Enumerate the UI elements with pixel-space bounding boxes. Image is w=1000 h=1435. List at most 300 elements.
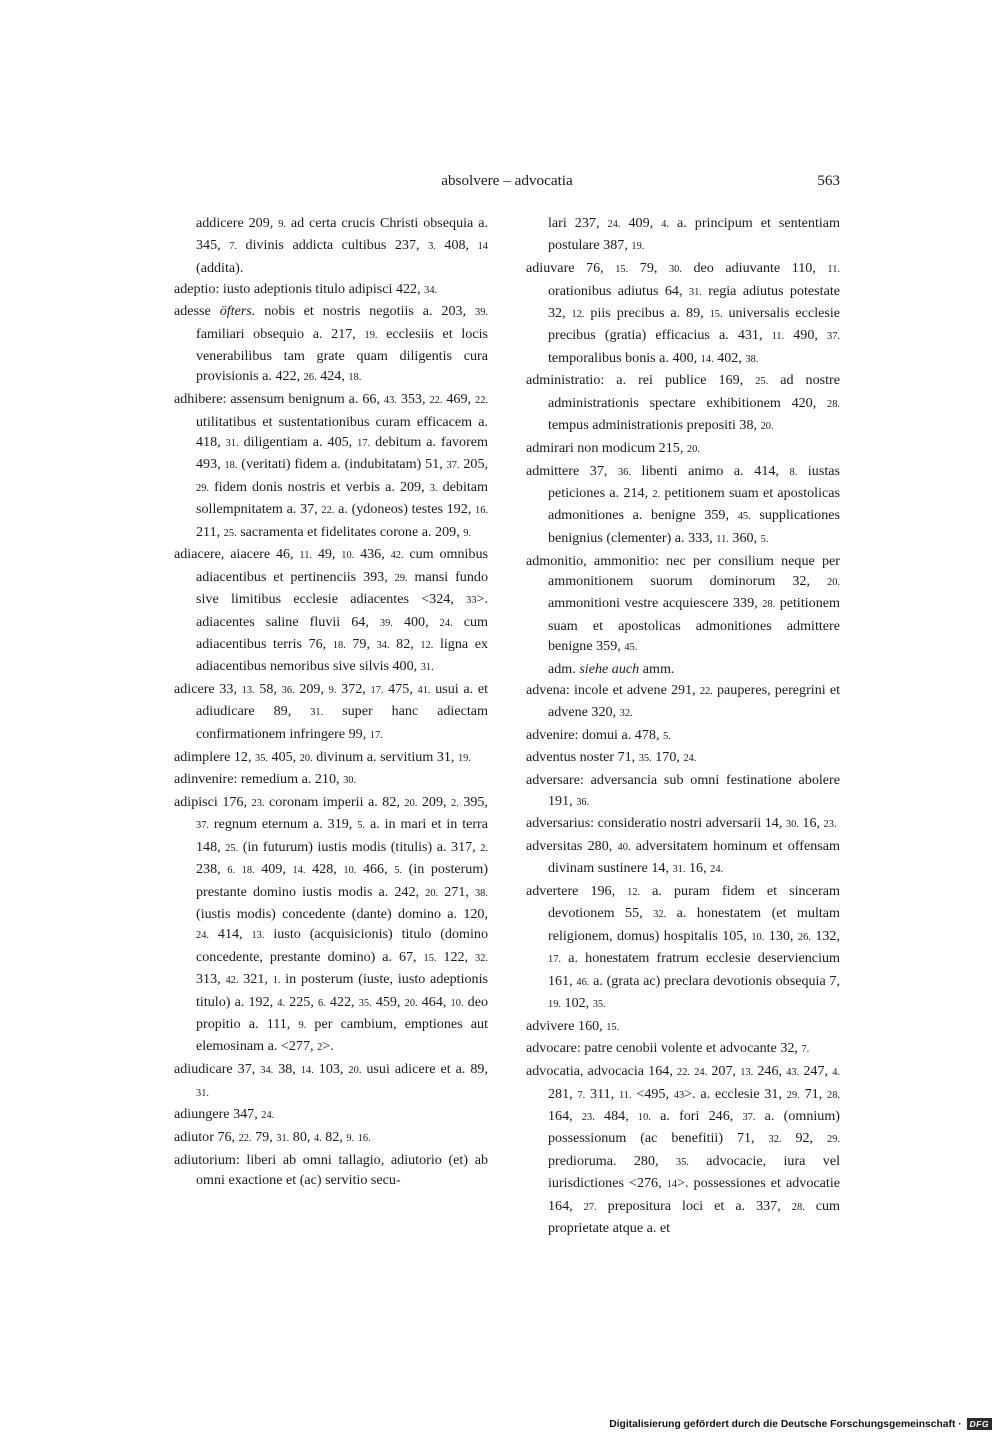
line-reference: 22. — [677, 1067, 691, 1079]
line-reference: 16. — [357, 1132, 371, 1144]
line-reference: 11. — [299, 550, 313, 562]
entry-text: adventus noster 71, — [526, 749, 639, 766]
line-reference: 31. — [420, 662, 434, 674]
line-reference: 28. — [827, 398, 840, 410]
line-reference: 4. — [661, 219, 669, 230]
line-reference: 31. — [672, 864, 686, 876]
entry-text: 79, — [628, 260, 669, 277]
entry-text: 395, — [458, 793, 489, 810]
line-reference: 24. — [710, 864, 724, 876]
line-reference: 37. — [196, 820, 209, 832]
entry-text: <495, — [631, 1085, 674, 1102]
line-reference: 35. — [675, 1156, 689, 1168]
entry-text: temporalibus bonis a. 400, — [548, 349, 701, 366]
entry-text: usui a. et adiudicare 89, — [196, 681, 489, 720]
entry-text: divinis addicta cultibus 237, — [237, 237, 429, 254]
line-reference: 32. — [619, 708, 633, 720]
entry-text: divinum a. servitium 31, — [312, 748, 458, 765]
line-reference: 10. — [751, 931, 765, 943]
line-reference: 33 — [466, 595, 477, 607]
dfg-logo: DFG — [967, 1418, 992, 1430]
line-reference: 37. — [827, 331, 840, 343]
index-entry — [526, 770, 840, 813]
entry-text: advenire: domui a. 478, — [526, 726, 663, 743]
line-reference: 35. — [358, 997, 372, 1009]
line-reference: 17. — [357, 437, 371, 449]
line-reference: 5. — [663, 730, 671, 742]
footer-text: Digitalisierung gefördert durch die Deutsche Forschungsgemeinschaft — [609, 1419, 956, 1430]
line-reference: 27. — [583, 1201, 597, 1213]
entry-text: adversitatem hominum et offensam divinam sustinere 14, — [548, 837, 840, 877]
entry-text: ad nostre administrationis spectare exhibitionem 420, — [548, 372, 840, 411]
entry-text: super hanc adiectam confirmationem infringere 99, — [196, 703, 488, 742]
entry-text: a. in mari et in terra 148, — [196, 816, 489, 855]
entry-text: adiutorium: liberi ab omni tallagio, adiutorio (et) ab omni exactione et (ac) servitio secu- — [174, 1151, 488, 1189]
line-reference: 46. — [576, 976, 590, 988]
line-reference: 10. — [637, 1112, 651, 1123]
entry-text: 130, — [764, 927, 798, 944]
line-reference: 36. — [617, 466, 631, 478]
line-reference: 10. — [450, 997, 464, 1009]
line-reference: 14. — [292, 865, 306, 877]
line-reference: 5. — [760, 533, 769, 545]
entry-text: (in futurum) iustis modis (titulis) a. 317, — [238, 838, 481, 855]
line-reference: 15. — [423, 952, 437, 964]
line-reference: 19. — [364, 329, 378, 341]
line-reference: 29. — [786, 1089, 800, 1101]
line-reference: 42. — [390, 550, 404, 562]
index-entry — [174, 792, 488, 1059]
page-number: 563 — [817, 172, 840, 189]
index-entry — [174, 1127, 488, 1149]
entry-text: a. puram fidem et sinceram devotionem 55, — [548, 883, 840, 922]
entry-text: a. (omnium) possessionum (ac benefitii) 71, — [548, 1108, 840, 1147]
line-reference: 7. — [229, 241, 237, 253]
line-reference: 34. — [260, 1065, 274, 1077]
entry-text: orationibus adiutus 64, — [548, 282, 689, 299]
line-reference: 14 — [477, 241, 488, 253]
index-entry — [174, 213, 488, 278]
index-entry — [526, 836, 840, 881]
line-reference: 45. — [737, 511, 751, 523]
line-reference: 15. — [615, 264, 629, 276]
line-reference: 38. — [474, 887, 488, 899]
line-reference: 25. — [225, 842, 239, 854]
line-reference: 30. — [343, 775, 357, 787]
entry-text: admittere 37, — [526, 462, 618, 479]
line-reference: 37. — [742, 1112, 756, 1123]
line-reference: 30. — [785, 819, 799, 831]
line-reference: 28. — [791, 1201, 805, 1213]
line-reference: 2. — [451, 797, 459, 809]
entry-text: adiacere, aiacere 46, — [174, 546, 300, 563]
line-reference: 39. — [379, 617, 393, 629]
line-reference: 22. — [321, 505, 335, 517]
line-reference: 20. — [404, 997, 418, 1009]
entry-text: 80, — [289, 1128, 314, 1145]
entry-text: 405, — [268, 748, 300, 765]
entry-text: adversarius: consideratio nostri adversarii 14, — [526, 815, 786, 832]
line-reference: 24. — [439, 617, 453, 629]
line-reference: 28. — [827, 1089, 840, 1101]
entry-text: adhibere: assensum benignum a. 66, — [174, 391, 384, 408]
line-reference: 20. — [760, 421, 774, 433]
entry-text: 205, — [459, 456, 489, 473]
entry-text: adm. — [548, 660, 580, 677]
entry-text: siehe auch — [579, 660, 640, 677]
index-entry — [526, 1016, 840, 1038]
entry-text: a. fori 246, — [650, 1108, 743, 1124]
entry-text: adimplere 12, — [174, 748, 256, 765]
line-reference: 13. — [251, 930, 265, 942]
line-reference: 20. — [299, 752, 313, 764]
entry-text: (iustis modis) concedente (dante) domino a. 120, — [196, 905, 488, 922]
entry-text: 428, — [305, 861, 344, 878]
line-reference: 4. — [277, 997, 286, 1009]
line-reference: 2 — [317, 1042, 323, 1054]
entry-text: 414, — [209, 926, 252, 943]
entry-text: 225, — [285, 993, 318, 1010]
entry-text: 408, — [435, 237, 478, 254]
index-entry — [174, 1059, 488, 1104]
line-reference: 20. — [827, 576, 840, 588]
line-reference: 11. — [771, 331, 785, 343]
line-reference: 14. — [300, 1065, 314, 1077]
line-reference: 24. — [683, 753, 697, 765]
entry-text: addicere 209, — [196, 215, 279, 231]
entry-text: usui adicere et a. 89, — [361, 1061, 489, 1078]
index-column-right — [526, 213, 840, 1239]
line-reference: 18. — [224, 460, 238, 472]
entry-text: 311, — [585, 1085, 619, 1102]
index-entry — [526, 725, 840, 747]
line-reference: 12. — [420, 639, 434, 651]
line-reference: 9. — [278, 219, 286, 230]
line-reference: 13. — [740, 1067, 754, 1079]
entry-text: 79, — [251, 1128, 277, 1145]
line-reference: 15. — [709, 308, 723, 320]
line-reference: 24. — [607, 219, 621, 230]
entry-text: fidem donis nostris et verbis a. 209, — [209, 478, 430, 495]
line-reference: 32. — [768, 1134, 782, 1146]
line-reference: 19. — [457, 752, 471, 764]
entry-text: 38, — [273, 1061, 301, 1078]
entry-text: (in posterum) prestante domino iustis modis a. 242, — [196, 861, 489, 900]
index-entry — [526, 1061, 840, 1238]
index-entry — [174, 1104, 488, 1126]
line-reference: 18. — [332, 639, 346, 651]
line-reference: 19. — [631, 241, 645, 253]
line-reference: 22. — [699, 685, 713, 697]
entry-text: 321, — [238, 971, 273, 988]
index-entry — [526, 659, 840, 679]
line-reference: 45. — [624, 642, 638, 654]
index-entry — [526, 747, 840, 769]
running-title: absolvere – advocatia — [441, 172, 573, 189]
entry-text: mansi fundo sive limitibus ecclesie adiacentes <324, — [196, 568, 488, 608]
index-entry — [526, 680, 840, 725]
line-reference: 32. — [475, 952, 488, 964]
entry-text: cum proprietate atque a. et — [548, 1197, 841, 1237]
index-entry — [174, 747, 488, 769]
entry-text: 424, — [316, 368, 349, 385]
entry-text: advocare: patre cenobii volente et advocante 32, — [526, 1040, 802, 1057]
entry-text: predioruma. 280, — [548, 1152, 676, 1169]
entry-text — [235, 861, 242, 877]
line-reference: 6. — [227, 865, 236, 877]
line-reference: 7. — [577, 1089, 586, 1101]
entry-text: 16, — [685, 860, 711, 877]
entry-text: 475, — [383, 681, 418, 698]
line-reference: 7. — [801, 1044, 810, 1056]
entry-text: ecclesiis et locis venerabilibus tam grate quam diligentis cura provisionis a. 422, — [196, 325, 489, 385]
line-reference: 3. — [429, 482, 438, 494]
entry-text: adiutor 76, — [174, 1128, 239, 1145]
line-reference: 31. — [310, 707, 324, 719]
entry-text: adinvenire: remedium a. 210, — [174, 771, 344, 788]
line-reference: 29. — [394, 572, 408, 584]
entry-text: sacramenta et fidelitates corone a. 209, — [236, 523, 464, 540]
line-reference: 25. — [755, 376, 769, 388]
entry-text: 490, — [784, 327, 827, 344]
line-reference: 43 — [673, 1089, 685, 1101]
entry-text: 209, — [417, 793, 452, 810]
line-reference: 39. — [475, 307, 488, 319]
entry-text: 92, — [781, 1130, 827, 1147]
line-reference: 23. — [823, 819, 837, 831]
entry-text: a. honestatem (et multam religionem, domus) hospitalis 105, — [548, 905, 840, 944]
entry-text: advocatia, advocacia 164, — [526, 1063, 678, 1080]
line-reference: 20. — [425, 887, 439, 899]
entry-text: (veritati) fidem a. (indubitatam) 51, — [237, 456, 447, 473]
entry-text: 409, — [620, 215, 662, 231]
entry-text: adiuvare 76, — [526, 260, 616, 277]
entry-text: 353, — [396, 391, 430, 408]
line-reference: 43. — [786, 1067, 800, 1079]
line-reference: 23. — [581, 1112, 595, 1123]
entry-text: 207, — [707, 1063, 741, 1080]
index-entry — [526, 813, 840, 835]
entry-text: adiungere 347, — [174, 1106, 262, 1123]
entry-text: 422, — [325, 993, 359, 1010]
line-reference: 22. — [475, 395, 488, 407]
entry-text: >. adiacentes saline fluvii 64, — [196, 591, 488, 630]
entry-text: 49, — [312, 546, 342, 563]
entry-text: 247, — [799, 1063, 833, 1080]
entry-text: prepositura loci et a. 337, — [596, 1197, 792, 1214]
line-reference: 14 — [666, 1179, 678, 1191]
entry-text: coronam imperii a. 82, — [264, 793, 405, 810]
entry-text: 211, — [196, 523, 224, 540]
index-entry — [174, 301, 488, 389]
entry-text: 16, — [798, 815, 824, 832]
entry-text: 313, — [196, 971, 226, 988]
entry-text: piis precibus a. 89, — [584, 304, 710, 321]
line-reference: 20. — [686, 443, 700, 455]
index-column-left — [174, 213, 488, 1191]
line-reference: 14. — [700, 353, 714, 365]
entry-text: adesse — [174, 303, 220, 320]
line-reference: 40. — [617, 841, 631, 853]
line-reference: 9. — [463, 527, 472, 539]
entry-text: ligna ex adiacentibus nemoribus sive silvis 400, — [196, 635, 489, 675]
entry-text: administratio: a. rei publice 169, — [526, 372, 756, 389]
line-reference: 3. — [428, 241, 436, 253]
entry-text: petitionem suam et apostolicas admonitiones admittere benigne 359, — [548, 595, 840, 655]
entry-text: adeptio: iusto adeptionis titulo adipisci 422, — [174, 280, 425, 297]
line-reference: 2. — [652, 489, 661, 501]
entry-text: tempus administrationis prepositi 38, — [548, 417, 761, 434]
line-reference: 34. — [424, 284, 438, 296]
entry-text: ammonitioni vestre acquiescere 339, — [548, 595, 763, 612]
entry-text: 71, — [799, 1085, 827, 1102]
line-reference: 42. — [225, 975, 239, 987]
entry-text: nobis et nostris negotiis a. 203, — [255, 303, 475, 320]
index-entry — [174, 679, 488, 746]
entry-text: a. (ydoneos) testes 192, — [334, 501, 475, 518]
entry-text: cum omnibus adiacentibus et pertinenciis 393, — [196, 546, 489, 585]
line-reference: 17. — [369, 729, 383, 741]
entry-text: a. (grata ac) preclara devotionis obsequia 7, — [589, 972, 840, 989]
entry-text: familiari obsequio a. 217, — [196, 325, 365, 342]
line-reference: 2. — [480, 842, 489, 854]
entry-text: 436, — [354, 546, 391, 563]
index-entry — [174, 769, 488, 791]
index-entry — [526, 1038, 840, 1060]
line-reference: 17. — [548, 954, 561, 966]
line-reference: 16. — [475, 505, 488, 517]
line-reference: 12. — [571, 308, 585, 320]
entry-text: >. a. ecclesie 31, — [684, 1085, 787, 1102]
entry-text: 402, — [713, 349, 746, 366]
entry-text: libenti animo a. 414, — [630, 462, 790, 479]
entry-text: advivere 160, — [526, 1017, 607, 1034]
line-reference: 41. — [417, 685, 431, 697]
running-head — [174, 172, 840, 194]
entry-text: 170, — [651, 749, 684, 766]
entry-text: 238, — [196, 861, 228, 878]
line-reference: 36. — [281, 685, 295, 697]
entry-text: regnum eternum a. 319, — [209, 816, 358, 833]
line-reference: 19. — [548, 999, 561, 1011]
entry-text: adipisci 176, — [174, 793, 252, 810]
line-reference: 18. — [241, 865, 255, 877]
line-reference: 6. — [317, 997, 326, 1009]
line-reference: 35. — [255, 752, 269, 764]
line-reference: 15. — [606, 1021, 620, 1033]
entry-text: 79, — [345, 635, 377, 652]
line-reference: 22. — [429, 395, 443, 407]
entry-text: iusto (acquisicionis) titulo (domino concedente, prestante domino) a. 67, — [196, 926, 488, 965]
entry-text: 132, — [810, 927, 840, 944]
line-reference: 9. — [346, 1132, 355, 1144]
entry-text: 360, — [728, 529, 761, 546]
index-entry — [174, 544, 488, 678]
line-reference: 5. — [394, 865, 403, 877]
entry-text: 464, — [417, 993, 451, 1010]
entry-text: 58, — [254, 681, 282, 698]
entry-text: 102, — [561, 995, 593, 1012]
entry-text: 372, — [336, 681, 371, 698]
entry-text: advocacie, iura vel iurisdictiones <276, — [548, 1152, 841, 1192]
entry-text: utilitatibus et sustentationibus curam efficacem a. 418, — [196, 413, 488, 450]
entry-text: 400, — [392, 613, 440, 630]
entry-text: deo adiuvante 110, — [681, 260, 828, 277]
index-entry — [174, 279, 488, 301]
line-reference: 31. — [276, 1132, 290, 1144]
entry-text: 459, — [371, 993, 405, 1010]
line-reference: 17. — [370, 685, 384, 697]
entry-text: öfters. — [219, 303, 256, 320]
entry-text: pauperes, peregrini et advene 320, — [548, 681, 840, 721]
line-reference: 31. — [225, 437, 239, 449]
entry-text: 103, — [313, 1061, 349, 1078]
entry-text: deo propitio a. 111, — [196, 993, 489, 1032]
entry-text: 409, — [254, 861, 293, 878]
entry-text: regia adiutus potestate 32, — [548, 282, 840, 321]
line-reference: 24. — [261, 1110, 275, 1122]
line-reference: 11. — [618, 1089, 632, 1101]
line-reference: 26. — [303, 372, 317, 384]
entry-text: per cambium, emptiones aut elemosinam a. <277, — [196, 1016, 488, 1055]
line-reference: 1. — [272, 975, 281, 987]
entry-text: adicere 33, — [174, 681, 242, 698]
line-reference: 8. — [789, 466, 798, 478]
entry-text: 271, — [438, 883, 475, 900]
line-reference: 35. — [592, 999, 606, 1011]
entry-text: cum adiacentibus terris 76, — [196, 613, 488, 652]
entry-text: 484, — [594, 1108, 638, 1124]
entry-text: amm. — [639, 660, 675, 677]
entry-text: iustas peticiones a. 214, — [548, 462, 840, 502]
entry-text: petitionem suam et apostolicas admonitiones a. benigne 359, — [548, 485, 840, 524]
entry-text: admonitio, ammonitio: nec per consilium neque per ammonitionem suorum dominorum 32, — [526, 552, 840, 589]
index-entry — [526, 258, 840, 370]
entry-text: ad certa crucis Christi obsequia a. 345, — [196, 215, 488, 254]
entry-text: admirari non modicum 215, — [526, 439, 687, 456]
footer-credit: Digitalisierung gefördert durch die Deutsche Forschungsgemeinschaft · DFG — [609, 1418, 992, 1430]
line-reference: 5. — [357, 820, 366, 832]
line-reference: 9. — [328, 685, 337, 697]
entry-text: advertere 196, — [526, 883, 628, 900]
line-reference: 12. — [627, 887, 641, 899]
line-reference: 10. — [341, 550, 355, 562]
line-reference: 13. — [241, 685, 255, 697]
entry-text: in posterum (iuste, iusto adeptionis titulo) a. 192, — [196, 971, 488, 1010]
line-reference: 38. — [745, 353, 759, 365]
entry-text: 122, — [436, 948, 475, 965]
entry-text: 469, — [442, 391, 475, 408]
entry-text: a. principum et sententiam postulare 387, — [548, 215, 840, 254]
line-reference: 25. — [223, 527, 237, 539]
entry-text: 209, — [294, 681, 329, 698]
index-entry — [526, 438, 840, 460]
line-reference: 23. — [251, 797, 265, 809]
line-reference: 10. — [343, 865, 357, 877]
line-reference: 28. — [762, 599, 776, 611]
line-reference: 20. — [404, 797, 418, 809]
line-reference: 37. — [446, 460, 460, 472]
index-entry — [174, 389, 488, 544]
line-reference: 36. — [576, 796, 590, 808]
entry-text: 164, — [548, 1108, 582, 1124]
entry-text: adiudicare 37, — [174, 1061, 261, 1078]
entry-text: 246, — [753, 1063, 787, 1080]
entry-text: lari 237, — [548, 215, 608, 231]
line-reference: 29. — [827, 1134, 840, 1146]
line-reference: 11. — [827, 264, 840, 276]
entry-text: 466, — [356, 861, 395, 878]
